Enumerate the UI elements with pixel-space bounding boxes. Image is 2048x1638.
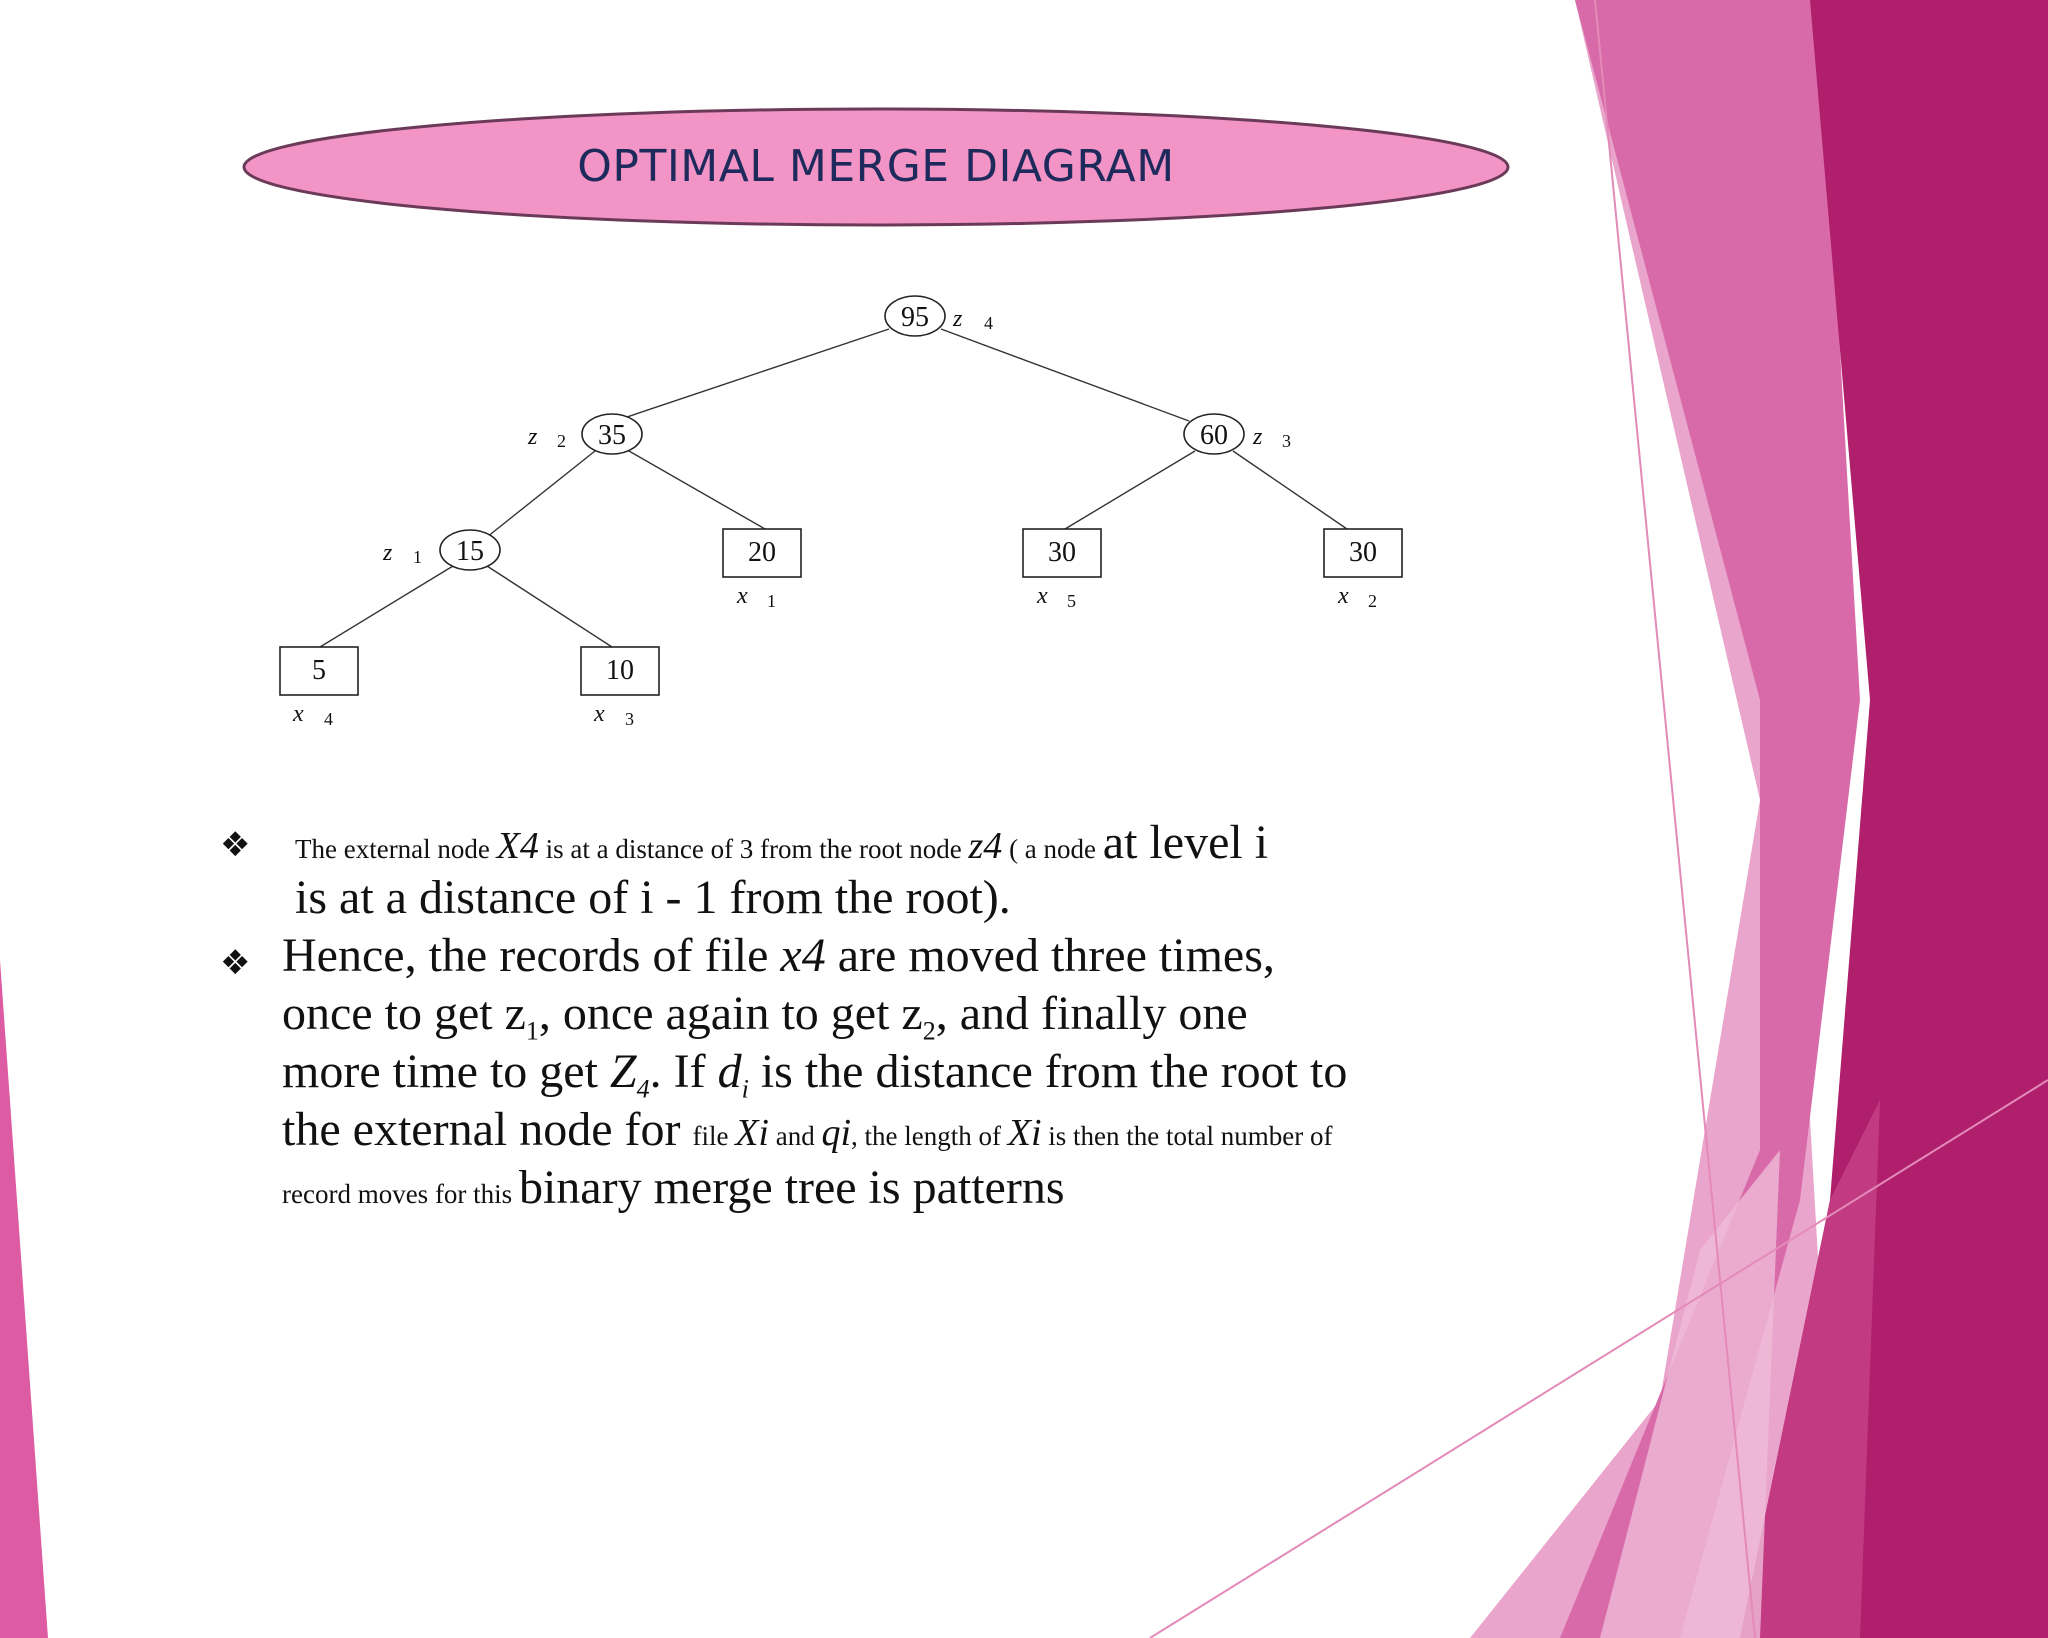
node-label-sub: 1 [767, 591, 776, 611]
node-label-sub: 1 [413, 547, 422, 567]
external-node-x5 [1023, 529, 1101, 611]
edge-z1-x3 [487, 566, 612, 647]
internal-node-z4 [885, 296, 993, 336]
external-node-x4 [280, 647, 358, 729]
bullet-2-line-2 [282, 986, 1248, 1047]
bullet-1-line-2: is at a distance of i - 1 from the root). [295, 871, 1011, 924]
bullet-diamond-icon: ❖ [220, 943, 251, 983]
text-run: 1 [525, 1016, 539, 1046]
text-run: qi [821, 1112, 852, 1154]
internal-node-z1 [382, 530, 500, 570]
node-label-sub: 2 [1368, 591, 1377, 611]
text-run: is then the total number of [1041, 1121, 1333, 1151]
text-run: d [717, 1045, 742, 1098]
text-run: once to get z [282, 987, 526, 1040]
text-run: at level i [1102, 816, 1269, 869]
text-run: are moved three times, [825, 929, 1275, 982]
node-value: 5 [312, 655, 326, 686]
text-run: . If [649, 1045, 718, 1098]
external-node-x2 [1324, 529, 1402, 611]
edge-z1-x4 [320, 566, 453, 647]
node-value: 30 [1349, 537, 1377, 568]
node-label: x [737, 583, 748, 609]
edge-z4-z2 [618, 329, 889, 420]
node-label: z [528, 424, 538, 450]
node-label: x [293, 701, 304, 727]
text-run: z4 [968, 825, 1003, 867]
text-run: binary merge tree is patterns [518, 1161, 1065, 1214]
node-label: z [383, 540, 393, 566]
internal-node-z3 [1184, 414, 1291, 454]
text-run: x4 [780, 929, 826, 982]
node-label-sub: 5 [1067, 591, 1076, 611]
node-value: 60 [1200, 420, 1228, 451]
node-label: x [594, 701, 605, 727]
node-label-sub: 4 [324, 709, 333, 729]
text-run: ( a node [1002, 834, 1103, 864]
text-run: 4 [636, 1074, 650, 1104]
edge-z3-x2 [1233, 451, 1347, 529]
text-run: is at a distance of 3 from the root node [538, 834, 969, 864]
bullet-2-line-3 [282, 1044, 1347, 1105]
text-run: Hence, the records of file [282, 929, 781, 982]
node-label: z [953, 306, 963, 332]
text-run: i [741, 1074, 749, 1104]
edge-z2-x1 [629, 451, 765, 529]
internal-node-z2 [527, 414, 642, 454]
text-run: , once again to get z [538, 987, 923, 1040]
text-run: record moves for this [282, 1179, 519, 1209]
text-run: file [692, 1121, 736, 1151]
edge-z2-z1 [487, 451, 595, 537]
edge-z4-z3 [941, 329, 1189, 421]
external-node-x1 [723, 529, 801, 611]
node-value: 30 [1048, 537, 1076, 568]
node-label-sub: 3 [1282, 431, 1291, 451]
external-node-x3 [581, 647, 659, 729]
text-run: is the distance from the root to [748, 1045, 1348, 1098]
text-run: The external node [295, 834, 497, 864]
node-label: z [1253, 424, 1263, 450]
slide-title: OPTIMAL MERGE DIAGRAM [577, 141, 1175, 192]
node-value: 15 [456, 536, 484, 567]
text-run: the external node for [282, 1103, 693, 1156]
node-value: 20 [748, 537, 776, 568]
text-run: X4 [496, 825, 539, 867]
node-value: 35 [598, 420, 626, 451]
bullet-2-line-4 [282, 1102, 1332, 1157]
bullet-diamond-icon: ❖ [220, 825, 251, 865]
edge-z3-x5 [1065, 451, 1195, 529]
node-label: x [1338, 583, 1349, 609]
text-run: Xi [735, 1112, 769, 1154]
node-label: x [1037, 583, 1048, 609]
node-label-sub: 3 [625, 709, 634, 729]
bullet-1-line-1 [295, 815, 1268, 870]
node-value: 95 [901, 302, 929, 333]
bullet-2-line-1 [282, 928, 1275, 983]
node-label-sub: 2 [557, 431, 566, 451]
text-run: 2 [922, 1016, 936, 1046]
text-run: , the length of [851, 1121, 1008, 1151]
text-run: , and finally one [935, 987, 1248, 1040]
text-run: more time to get [282, 1045, 610, 1098]
text-run: Xi [1007, 1112, 1042, 1154]
tree-edges [320, 329, 1347, 647]
text-run: and [769, 1121, 822, 1151]
bullet-2-line-5 [282, 1160, 1065, 1215]
node-label-sub: 4 [984, 313, 993, 333]
text-run: Z [609, 1045, 637, 1098]
node-value: 10 [606, 655, 634, 686]
